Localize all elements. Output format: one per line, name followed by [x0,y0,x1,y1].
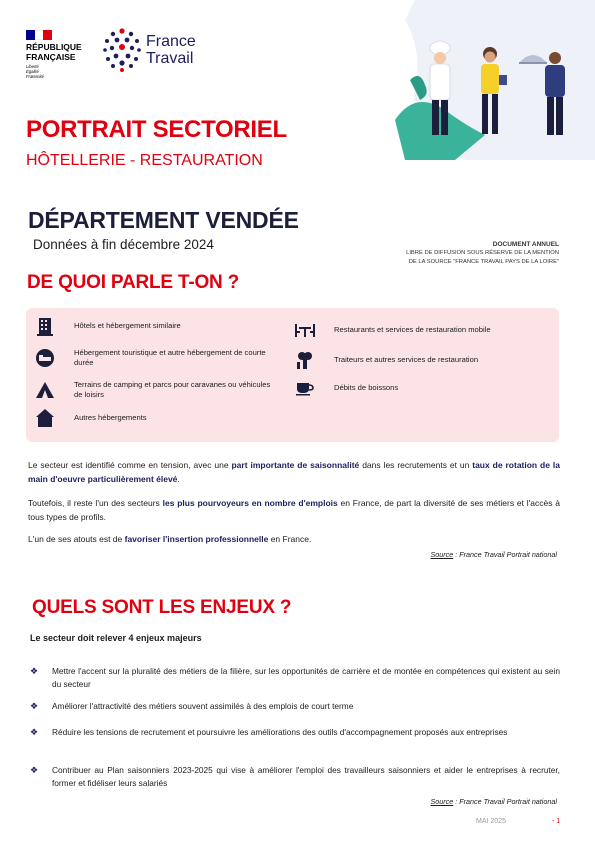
category-label: Restaurants et services de restauration mobile [334,325,491,334]
footer-date: MAI 2025 [476,818,506,825]
source-note: Source : France Travail Portrait national [430,550,557,559]
list-item: ❖ Contribuer au Plan saisonniers 2023-2025 qui vise à améliorer l'emploi des travailleurs saisonniers et aider le entreprises à recruter, former et fidéliser leurs salariés [30,765,560,788]
french-flag-icon [26,30,52,40]
section-heading-challenges: QUELS SONT LES ENJEUX ? [32,597,292,618]
list-item: ❖ Réduire les tensions de recrutement et poursuivre les améliorations des outils d'accompagnement proposés aux entreprises [30,727,508,737]
category-label: Hébergement touristique et autre hébergement de courte durée [74,348,266,367]
category-label: Hôtels et hébergement similaire [74,321,181,330]
data-date: Données à fin décembre 2024 [33,237,214,252]
diamond-bullet-icon: ❖ [30,666,39,676]
paragraph-insertion: L'un de ses atouts est de favoriser l'insertion professionnelle en France. [28,534,312,544]
list-item: ❖ Mettre l'accent sur la pluralité des métiers de la filière, sur les opportunités de carrière et de montée en compétences qui existent au sein du secteur [30,666,560,689]
category-label: Terrains de camping et parcs pour caravanes ou véhicules de loisirs [74,380,271,399]
category-item [34,408,274,428]
house-icon [34,408,56,428]
rf-name-line1: RÉPUBLIQUE [26,42,82,52]
source-note: Source : France Travail Portrait national [430,797,557,806]
diamond-bullet-icon: ❖ [30,701,39,711]
sector-categories-box [26,308,559,442]
document-note: DOCUMENT ANNUEL LIBRE DE DIFFUSION SOUS RÉSERVE DE LA MENTION DE LA SOURCE "FRANCE TRAVAIL PAYS DE LA LOIRE" [406,241,559,265]
category-item [34,380,274,400]
hotel-building-icon [34,316,56,336]
category-item [294,320,564,340]
coffee-cup-icon [294,378,316,398]
page-title: PORTRAIT SECTORIEL [26,116,287,143]
section-heading-what: DE QUOI PARLE T-ON ? [27,272,240,293]
france-travail-mark-icon [102,27,142,73]
category-label: Débits de boissons [334,383,399,392]
list-item: ❖ Améliorer l'attractivité des métiers souvent assimilés à des emplois de court terme [30,701,354,711]
catering-icon [294,350,316,370]
category-item [294,378,564,398]
paragraph-tension: Le secteur est identifié comme en tension, avec une part importante de saisonnalité dans les recrutements et un taux de rotation de la main d'oeuvre particulièrement élevé. [28,460,560,484]
page-number: - 1 [552,818,561,825]
category-item [34,316,274,336]
bed-icon [34,348,56,368]
france-travail-wordmark: France Travail [146,33,196,67]
rf-name-line2: FRANÇAISE [26,51,76,62]
restaurant-table-icon [294,320,316,340]
republique-francaise-logo [26,30,96,79]
challenges-lead: Le secteur doit relever 4 enjeux majeurs [30,633,202,643]
diamond-bullet-icon: ❖ [30,765,39,775]
department-heading: DÉPARTEMENT VENDÉE [28,207,299,233]
rf-motto: Liberté Égalité Fraternité [26,64,44,79]
france-travail-logo [102,27,196,73]
diamond-bullet-icon: ❖ [30,727,39,737]
category-item [294,350,564,370]
page-subtitle: HÔTELLERIE - RESTAURATION [26,152,263,169]
category-item [34,348,274,368]
hospitality-staff-illustration [395,0,595,160]
category-label: Traiteurs et autres services de restauration [334,355,479,364]
category-label: Autres hébergements [74,413,147,422]
paragraph-employment: Toutefois, il reste l'un des secteurs les plus pourvoyeurs en nombre d'emplois en France, de part la diversité de ses métiers et l'accès à tous types de profils. [28,498,560,522]
tent-icon [34,380,56,400]
